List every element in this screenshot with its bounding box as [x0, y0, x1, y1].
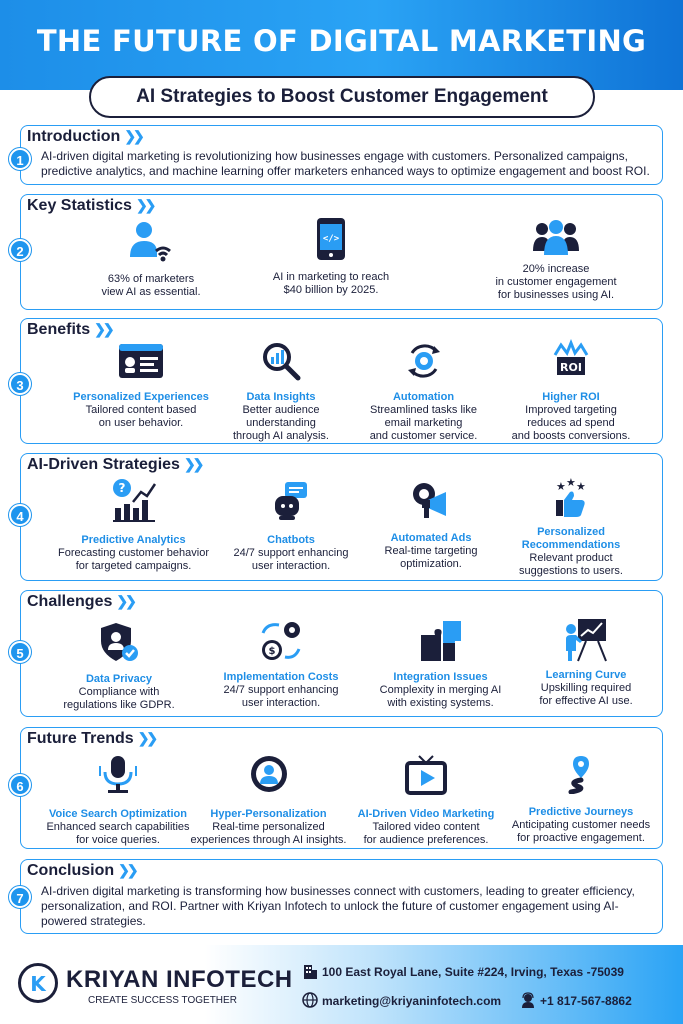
- trend-title: Predictive Journeys: [528, 806, 634, 818]
- svg-text:</>: </>: [322, 234, 340, 244]
- page-title: THE FUTURE OF DIGITAL MARKETING: [36, 24, 647, 58]
- strategy-desc: 24/7 support enhancing: [233, 547, 349, 559]
- section-benefits: [16, 318, 663, 444]
- trend-desc: Tailored video content: [372, 821, 480, 833]
- section-title: Key Statistics ❯❯: [27, 197, 154, 214]
- email-line[interactable]: marketing@kriyaninfotech.com: [302, 992, 501, 1008]
- strategy-title: Recommendations: [521, 539, 621, 551]
- benefit-desc: Tailored content based: [85, 404, 197, 416]
- stat-line: 20% increase: [522, 263, 590, 275]
- section-number: 4: [9, 504, 31, 526]
- logo-icon: [18, 963, 58, 1003]
- challenge-desc: for effective AI use.: [539, 695, 633, 707]
- section-title: Challenges ❯❯: [27, 593, 134, 610]
- strategy-desc: for targeted campaigns.: [75, 560, 192, 572]
- challenge-title: Integration Issues: [393, 671, 488, 683]
- svg-text:★: ★: [566, 478, 576, 489]
- challenge-title: Data Privacy: [85, 673, 153, 685]
- section-number: 1: [9, 148, 31, 170]
- section-future-trends: [16, 727, 663, 849]
- challenge-item: [521, 617, 651, 708]
- benefit-title: Higher ROI: [542, 391, 600, 403]
- benefit-title: Automation: [392, 391, 455, 403]
- section-number: 3: [9, 373, 31, 395]
- section-title: Future Trends ❯❯: [27, 730, 156, 747]
- trend-desc: experiences through AI insights.: [190, 834, 347, 846]
- phone-line[interactable]: +1 817-567-8862: [520, 992, 632, 1008]
- company-tagline: CREATE SUCCESS TOGETHER: [88, 995, 237, 1006]
- benefit-item: [61, 343, 221, 430]
- presenter-board-icon: [564, 617, 608, 663]
- section-conclusion: [16, 859, 663, 934]
- page-subtitle: AI Strategies to Boost Customer Engagement: [89, 76, 595, 118]
- svg-text:★: ★: [556, 480, 566, 493]
- section-challenges: [16, 590, 663, 717]
- automation-gear-icon: [404, 341, 444, 381]
- section-title: Introduction ❯❯: [27, 128, 142, 145]
- section-title: Benefits ❯❯: [27, 321, 112, 338]
- section-key-statistics: [16, 194, 663, 310]
- stat-item: [481, 219, 631, 302]
- strategy-item: [366, 480, 496, 571]
- strategy-item: [221, 480, 361, 573]
- challenge-item: [49, 621, 189, 712]
- strategy-title: Predictive Analytics: [81, 534, 186, 546]
- trend-desc: Anticipating customer needs: [511, 819, 651, 831]
- cost-gear-icon: [259, 619, 303, 663]
- strategy-desc: Real-time targeting: [384, 545, 478, 557]
- strategy-desc: Forecasting customer behavior: [57, 547, 209, 559]
- benefit-desc: and customer service.: [369, 430, 478, 442]
- challenge-desc: 24/7 support enhancing: [223, 684, 339, 696]
- challenge-title: Implementation Costs: [223, 671, 339, 683]
- route-pin-icon: [561, 754, 601, 794]
- trend-title: Voice Search Optimization: [49, 808, 187, 820]
- challenge-item: [206, 619, 356, 710]
- benefit-item: [501, 339, 641, 443]
- section-introduction: [16, 125, 663, 185]
- challenge-desc: Upskilling required: [540, 682, 632, 694]
- support-agent-icon: [520, 992, 536, 1008]
- user-gear-icon: [249, 754, 289, 794]
- benefit-desc: Improved targeting: [525, 404, 617, 416]
- shield-user-icon: [99, 621, 139, 663]
- strategy-desc: Relevant product: [529, 552, 613, 564]
- trend-item: [351, 754, 501, 847]
- stat-line: $40 billion by 2025.: [283, 284, 379, 296]
- section-text: AI-driven digital marketing is transforming how businesses connect with customers, leading to greater efficiency, personalization, and ROI. Partner with Kriyan Infotech to unlock the future of customer engagement using AI-powered strategies.: [41, 884, 635, 928]
- section-title: AI-Driven Strategies ❯❯: [27, 456, 202, 473]
- section-number: 5: [9, 641, 31, 663]
- smartphone-code-icon: [316, 217, 346, 261]
- challenge-desc: regulations like GDPR.: [63, 699, 175, 711]
- group-icon: [533, 219, 579, 255]
- benefit-desc: through AI analysis.: [232, 430, 329, 442]
- stat-line: 63% of marketers: [107, 273, 195, 285]
- section-text: AI-driven digital marketing is revolutionizing how businesses engage with customers. Personalized campaigns, predictive analytics, and machine learning offer marketers enhanced ways to optimize engagement and boost ROI.: [41, 149, 650, 178]
- address-line: 100 East Royal Lane, Suite #224, Irving, Texas -75039: [302, 963, 624, 979]
- stat-line: in customer engagement: [495, 276, 617, 288]
- chevrons-icon: ❯❯: [94, 321, 112, 337]
- strategy-item: [501, 478, 641, 578]
- trend-desc: for audience preferences.: [363, 834, 489, 846]
- chevrons-icon: ❯❯: [137, 730, 156, 746]
- section-number: 6: [9, 774, 31, 796]
- section-number: 2: [9, 239, 31, 261]
- building-icon: [302, 963, 318, 979]
- svg-text:★: ★: [576, 480, 586, 493]
- benefit-item: [216, 341, 346, 443]
- benefit-title: Data Insights: [246, 391, 316, 403]
- strategy-title: Personalized: [537, 526, 605, 538]
- trend-item: [186, 754, 351, 847]
- section-title: Conclusion ❯❯: [27, 862, 136, 879]
- trend-desc: Enhanced search capabilities: [46, 821, 190, 833]
- challenge-title: Learning Curve: [545, 669, 627, 681]
- strategy-item: [51, 478, 216, 573]
- strategy-desc: user interaction.: [251, 560, 331, 572]
- chevrons-icon: ❯❯: [183, 456, 202, 472]
- stat-line: AI in marketing to reach: [272, 271, 390, 283]
- benefit-desc: understanding: [246, 417, 316, 429]
- chatbot-icon: [271, 480, 311, 522]
- thumbs-up-stars-icon: [550, 478, 592, 520]
- challenge-desc: with existing systems.: [387, 697, 494, 709]
- section-number: 7: [9, 886, 31, 908]
- challenge-desc: Compliance with: [78, 686, 160, 698]
- benefit-desc: reduces ad spend: [527, 417, 615, 429]
- company-name: KRIYAN INFOTECH: [66, 966, 293, 993]
- benefit-desc: and boosts conversions.: [511, 430, 631, 442]
- chevrons-icon: ❯❯: [118, 862, 136, 878]
- puzzle-icon: [419, 619, 463, 663]
- stat-line: for businesses using AI.: [497, 289, 615, 301]
- chevrons-icon: ❯❯: [116, 593, 134, 609]
- svg-text:K: K: [30, 972, 46, 996]
- svg-text:?: ?: [118, 481, 125, 495]
- predictive-chart-icon: [111, 478, 157, 522]
- benefit-desc: on user behavior.: [98, 417, 184, 429]
- benefit-desc: email marketing: [384, 417, 463, 429]
- roi-crown-icon: [551, 339, 591, 379]
- trend-title: Hyper-Personalization: [210, 808, 327, 820]
- challenge-item: [368, 619, 513, 710]
- stat-line: view AI as essential.: [101, 286, 201, 298]
- roi-badge-text: ROI: [560, 361, 582, 374]
- tv-play-icon: [405, 754, 447, 796]
- benefit-item: [356, 341, 491, 443]
- section-strategies: [16, 453, 663, 581]
- strategy-desc: optimization.: [400, 558, 462, 570]
- strategy-title: Automated Ads: [390, 532, 472, 544]
- trend-item: [511, 754, 651, 845]
- microphone-icon: [98, 754, 138, 794]
- chevrons-icon: ❯❯: [124, 128, 142, 144]
- chevrons-icon: ❯❯: [135, 197, 154, 213]
- benefit-desc: Better audience: [242, 404, 320, 416]
- magnifier-chart-icon: [261, 341, 301, 381]
- svg-text:$: $: [268, 646, 276, 657]
- globe-icon: [302, 992, 318, 1008]
- trend-desc: Real-time personalized: [212, 821, 325, 833]
- stat-item: [256, 217, 406, 297]
- challenge-desc: user interaction.: [241, 697, 321, 709]
- stat-item: [76, 221, 226, 299]
- challenge-desc: Complexity in merging AI: [379, 684, 502, 696]
- trend-desc: for voice queries.: [76, 834, 160, 846]
- benefit-desc: Streamlined tasks like: [370, 404, 477, 416]
- trend-item: [33, 754, 203, 847]
- profile-card-icon: [118, 343, 164, 379]
- strategy-desc: suggestions to users.: [519, 565, 623, 577]
- trend-title: AI-Driven Video Marketing: [357, 808, 495, 820]
- megaphone-gear-icon: [410, 480, 452, 522]
- trend-desc: for proactive engagement.: [517, 832, 645, 844]
- benefit-title: Personalized Experiences: [73, 391, 209, 403]
- strategy-title: Chatbots: [267, 534, 315, 546]
- user-wifi-icon: [128, 221, 174, 263]
